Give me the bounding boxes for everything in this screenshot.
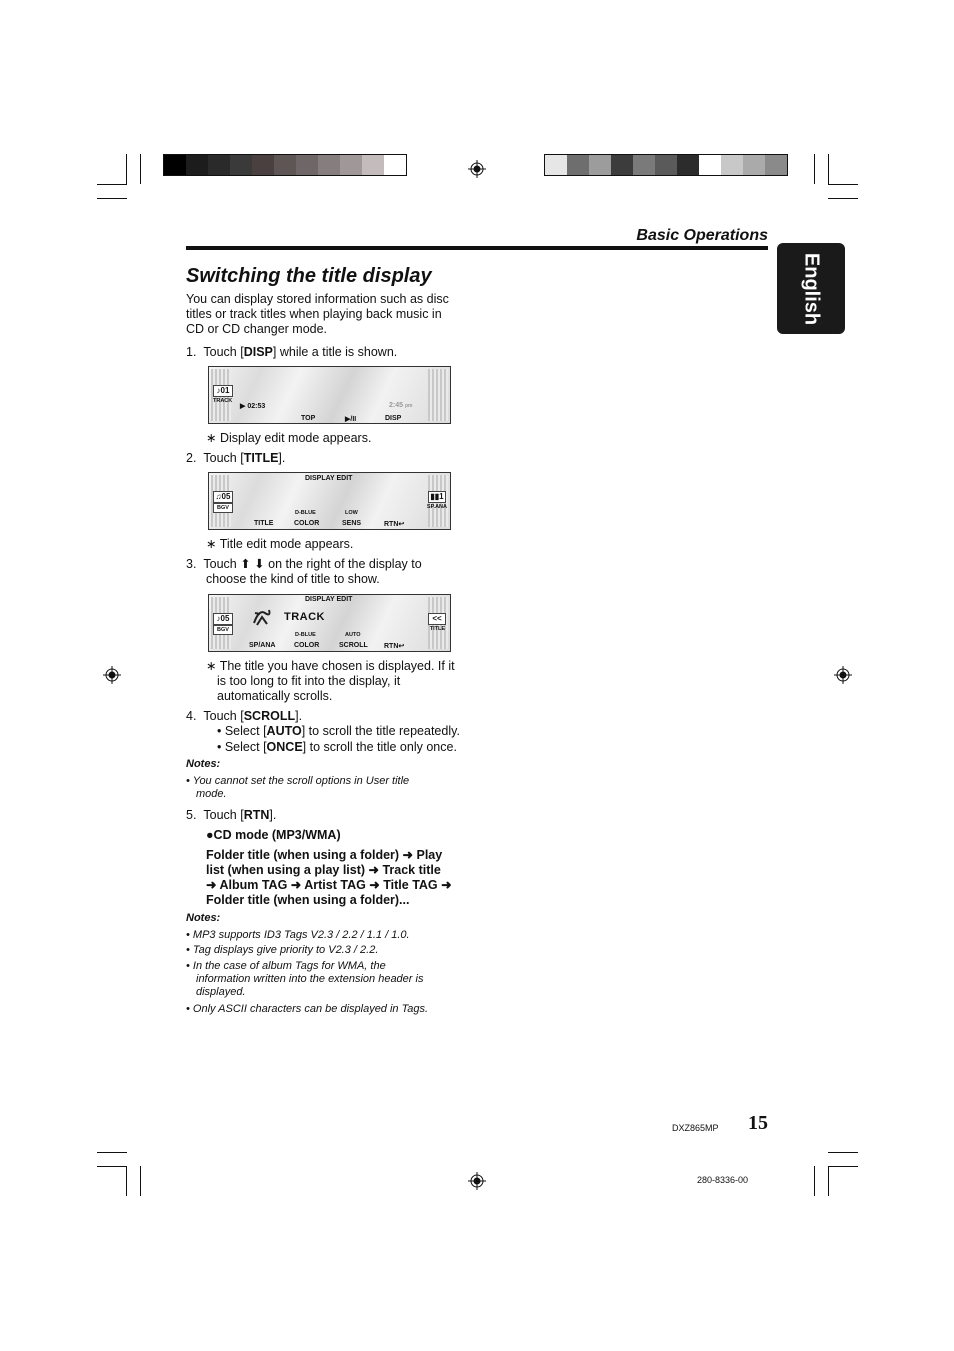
step-1: 1. Touch [DISP] while a title is shown.	[186, 345, 398, 359]
crop-mark	[828, 1166, 829, 1196]
color-swatch	[252, 155, 274, 175]
crop-mark	[97, 198, 127, 199]
document-code: 280-8336-00	[697, 1175, 749, 1185]
crop-mark	[828, 198, 858, 199]
lcd-screen-3	[208, 594, 451, 652]
page-title: Switching the title display	[186, 265, 432, 287]
color-swatch	[296, 155, 318, 175]
track-label: TRACK	[213, 398, 233, 404]
note-item: • In the case of album Tags for WMA, the information written into the extension header is displayed.	[186, 960, 424, 998]
color-swatch	[340, 155, 362, 175]
scroll-button[interactable]: SCROLL	[339, 642, 368, 649]
crop-mark	[828, 154, 829, 184]
color-swatch	[765, 155, 787, 175]
top-button[interactable]: TOP	[301, 415, 316, 422]
crop-mark	[97, 184, 127, 185]
lcd-screen-2	[208, 472, 451, 530]
title-label: TITLE	[429, 626, 445, 632]
note-item: • Tag displays give priority to V2.3 / 2.2.	[186, 944, 379, 956]
crop-mark	[126, 1166, 127, 1196]
bgv-box: BGV	[213, 625, 233, 635]
color-swatch	[655, 155, 677, 175]
crop-mark	[828, 1166, 858, 1167]
step-4: 4. Touch [SCROLL].	[186, 709, 303, 723]
track-number: ♫05	[213, 491, 233, 503]
step-3-note: ∗ The title you have chosen is displayed. If it is too long to fit into the display, it automatically scrolls.	[206, 659, 455, 703]
color-swatch	[362, 155, 384, 175]
color-swatch	[677, 155, 699, 175]
color-swatch	[743, 155, 765, 175]
color-swatch	[721, 155, 743, 175]
crop-mark	[97, 1152, 127, 1153]
display-edit-header: DISPLAY EDIT	[305, 475, 353, 482]
section-title: Basic Operations	[636, 227, 768, 244]
color-swatch	[545, 155, 567, 175]
header-rule	[186, 246, 768, 250]
notes-heading: Notes:	[186, 912, 221, 924]
note-item: • You cannot set the scroll options in User title mode.	[186, 775, 410, 800]
crop-mark	[140, 1166, 141, 1196]
step-3: 3. Touch ⬆ ⬇ on the right of the display to choose the kind of title to show.	[186, 557, 422, 586]
rewind-arrows-icon[interactable]: <<	[428, 613, 446, 625]
color-button[interactable]: COLOR	[294, 642, 320, 649]
color-swatch	[633, 155, 655, 175]
color-swatch	[318, 155, 340, 175]
sp-ana-button[interactable]: SP/ANA	[249, 642, 276, 649]
registration-mark-icon	[468, 1172, 486, 1190]
model-number: DXZ865MP	[672, 1123, 719, 1133]
color-swatch	[384, 155, 406, 175]
crop-mark	[140, 154, 141, 184]
step-1-note: ∗ Display edit mode appears.	[206, 431, 372, 445]
color-swatch	[567, 155, 589, 175]
color-swatch	[699, 155, 721, 175]
note-item: • MP3 supports ID3 Tags V2.3 / 2.2 / 1.1 / 1.0.	[186, 929, 410, 941]
step-4-bullet-auto: • Select [AUTO] to scroll the title repeatedly.	[217, 724, 460, 738]
crop-mark	[814, 154, 815, 184]
play-pause-button[interactable]: ▶/II	[345, 416, 357, 423]
step-2-note: ∗ Title edit mode appears.	[206, 537, 354, 551]
track-number: ♪01	[213, 385, 233, 397]
registration-mark-icon	[834, 666, 852, 684]
step-2: 2. Touch [TITLE].	[186, 451, 286, 465]
rtn-button[interactable]: RTN↩	[384, 643, 405, 650]
sp-ana-label: SP.ANA	[426, 504, 447, 510]
display-edit-header: DISPLAY EDIT	[305, 596, 353, 603]
crop-mark	[97, 1166, 127, 1167]
crop-mark	[828, 184, 858, 185]
color-button[interactable]: COLOR	[294, 520, 320, 527]
intro-text: You can display stored information such as disc titles or track titles when playing back music in CD or CD changer mode.	[186, 292, 449, 336]
color-swatch	[208, 155, 230, 175]
dancer-icon	[251, 607, 273, 627]
cd-mode-heading: ●CD mode (MP3/WMA)	[206, 828, 341, 842]
title-button[interactable]: TITLE	[254, 520, 274, 527]
sens-button[interactable]: SENS	[342, 520, 362, 527]
cd-mode-sequence: Folder title (when using a folder) ➜ Play list (when using a play list) ➜ Track title ➜ Album TAG ➜ Artist TAG ➜ Title TAG ➜ Folder title (when using a folder)...	[206, 848, 452, 907]
rtn-button[interactable]: RTN↩	[384, 521, 405, 528]
clock: 2:45 pm	[389, 402, 413, 409]
color-value: D-BLUE	[295, 510, 316, 516]
color-value: D-BLUE	[295, 632, 316, 638]
page-number: 15	[748, 1112, 768, 1134]
scroll-value: AUTO	[345, 632, 361, 638]
crop-mark	[126, 154, 127, 184]
color-swatch	[274, 155, 296, 175]
color-swatch	[186, 155, 208, 175]
color-bar-left	[163, 154, 407, 176]
language-tab-label: English	[800, 252, 823, 325]
step-5: 5. Touch [RTN].	[186, 808, 277, 822]
lcd-screen-1	[208, 366, 451, 424]
crop-mark	[814, 1166, 815, 1196]
color-swatch	[230, 155, 252, 175]
elapsed-time: ▶ 02:53	[240, 403, 266, 410]
notes-heading: Notes:	[186, 758, 221, 770]
color-swatch	[589, 155, 611, 175]
color-swatch	[611, 155, 633, 175]
track-number: ♪05	[213, 613, 233, 625]
registration-mark-icon	[103, 666, 121, 684]
color-swatch	[164, 155, 186, 175]
color-bar-right	[544, 154, 788, 176]
sens-value: LOW	[345, 510, 358, 516]
title-kind-display: TRACK	[284, 611, 325, 623]
step-4-bullet-once: • Select [ONCE] to scroll the title only once.	[217, 740, 457, 754]
disp-button[interactable]: DISP	[385, 415, 402, 422]
level-icon: ▮▮1	[428, 491, 446, 503]
note-item: • Only ASCII characters can be displayed in Tags.	[186, 1003, 429, 1015]
language-tab	[777, 243, 845, 334]
crop-mark	[828, 1152, 858, 1153]
bgv-box: BGV	[213, 503, 233, 513]
registration-mark-icon	[468, 160, 486, 178]
